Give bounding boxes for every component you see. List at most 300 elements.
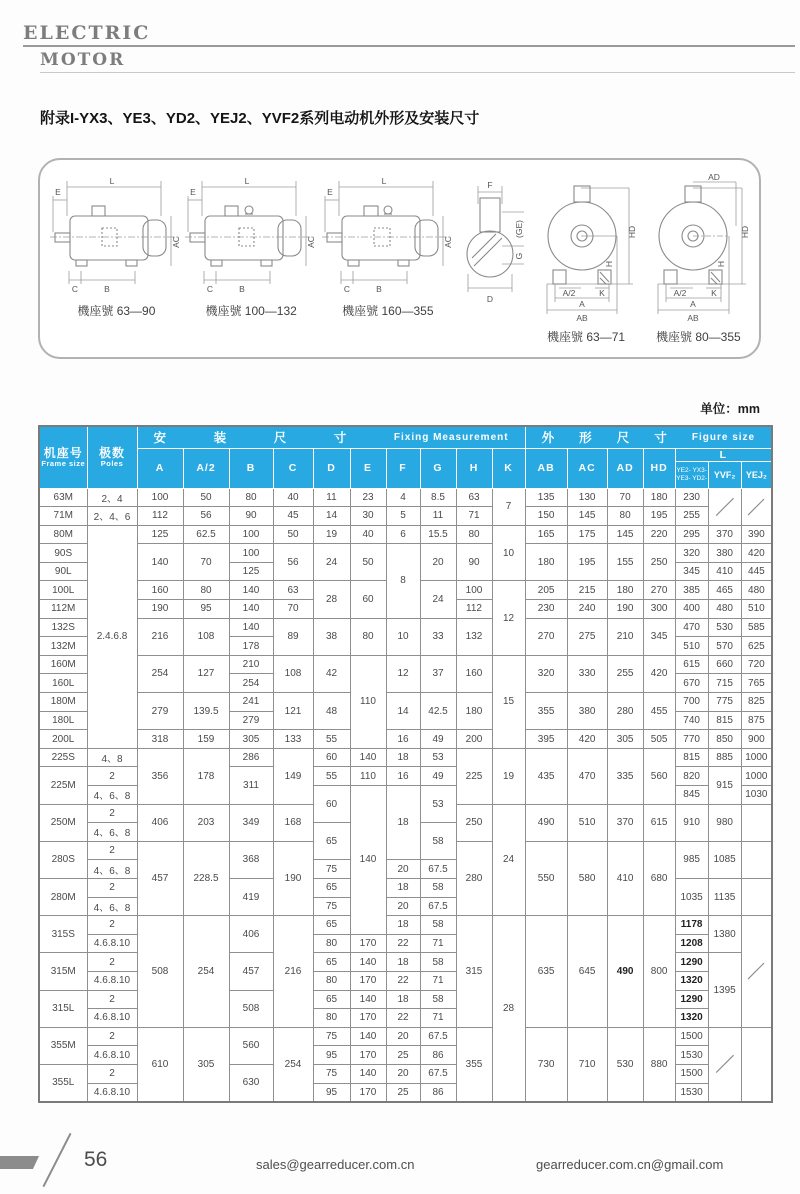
dimension-spec-table [38,425,773,1103]
header-poles-cn: 极数 [98,445,125,460]
spec-cell: 100 [229,525,273,544]
spec-cell: 1208 [675,934,708,953]
spec-cell: 18 [386,878,420,897]
spec-row [39,618,772,637]
spec-cell: 254 [137,655,183,692]
spec-cell: 457 [229,953,273,990]
spec-cell: 40 [350,525,386,544]
header-col-A: A [137,448,183,488]
spec-cell [741,488,772,525]
spec-cell: 230 [525,600,567,619]
spec-table-header [39,426,772,488]
spec-cell: 355L [39,1064,87,1101]
spec-cell: 65 [313,916,350,935]
spec-cell: 406 [137,804,183,841]
header-frame-cn: 机座号 [43,445,83,460]
spec-cell: 20 [386,897,420,916]
footer-logo-slash [42,1133,71,1187]
header-col-D: D [313,448,350,488]
spec-cell: 335 [607,748,643,804]
spec-cell: 715 [708,674,741,693]
spec-cell: 2 [87,804,137,823]
spec-cell: 25 [386,1083,420,1102]
spec-cell: 455 [643,693,675,730]
spec-row [39,1027,772,1046]
spec-cell: 75 [313,1064,350,1083]
svg-text:E: E [190,187,196,197]
spec-cell: 40 [273,488,313,507]
spec-cell: 345 [675,562,708,581]
svg-text:AB: AB [687,313,700,323]
spec-cell: 70 [183,544,229,581]
spec-cell: 80 [183,581,229,600]
svg-text:(GE): (GE) [514,220,525,238]
spec-row [39,525,772,544]
spec-cell: 50 [350,544,386,581]
spec-cell: 7 [492,488,525,525]
spec-cell: 395 [525,730,567,749]
spec-cell: 615 [675,655,708,674]
spec-cell [708,488,741,525]
spec-cell: 875 [741,711,772,730]
spec-cell: 195 [643,507,675,526]
header-figure-group: 外 形 尺 寸 Figure size [525,426,772,448]
spec-cell: 305 [229,730,273,749]
spec-cell: 230 [675,488,708,507]
brand-rule-bottom [40,72,795,73]
spec-cell: 15 [492,655,525,748]
svg-text:F: F [487,180,493,190]
svg-text:A: A [690,299,697,309]
spec-cell [741,841,772,878]
spec-cell: 65 [313,953,350,972]
header-poles-en: Poles [100,458,124,468]
spec-cell: 1395 [708,953,741,1027]
spec-cell: 610 [137,1027,183,1101]
header-frame-en: Frame size [41,458,86,468]
spec-cell: 4、8 [87,748,137,767]
spec-cell: 12 [386,655,420,692]
header-col-E: E [350,448,386,488]
spec-cell: 95 [183,600,229,619]
spec-cell [741,878,772,915]
spec-cell: 815 [675,748,708,767]
spec-cell: 4.6.8.10 [87,1009,137,1028]
spec-cell: 70 [273,600,313,619]
spec-cell: 71 [420,971,456,990]
spec-cell: 80 [313,1009,350,1028]
spec-row [39,748,772,767]
spec-cell: 112 [456,600,492,619]
spec-cell: 10 [386,618,420,655]
figure-side-view-63-90 [50,174,183,319]
spec-cell: 165 [525,525,567,544]
header-col-F: F [386,448,420,488]
spec-cell: 86 [420,1046,456,1065]
spec-cell: 28 [492,916,525,1102]
spec-cell: 845 [675,786,708,805]
motor-side-view-icon [322,174,454,296]
spec-cell: 86 [420,1083,456,1102]
spec-cell: 49 [420,767,456,786]
spec-cell: 180 [525,544,567,581]
svg-text:AC: AC [306,236,317,248]
spec-cell: 53 [420,786,456,823]
dimension-diagram-box [38,158,761,359]
spec-cell: 775 [708,693,741,712]
spec-cell: 490 [525,804,567,841]
spec-cell: 410 [607,841,643,915]
spec-cell: 635 [525,916,567,1028]
spec-cell: 50 [183,488,229,507]
spec-cell: 1320 [675,1009,708,1028]
spec-row [39,916,772,935]
header-poles [87,426,137,488]
footer-email-gmail: gearreducer.com.cn@gmail.com [536,1157,724,1172]
svg-text:C: C [72,284,79,294]
spec-cell: 2 [87,916,137,935]
motor-front-view-icon [531,174,641,326]
spec-cell: 67.5 [420,1027,456,1046]
header-col-L-yvf2: YVF₂ [708,461,741,488]
figure-side-view-100-132 [183,174,320,319]
spec-cell: 71 [456,507,492,526]
spec-cell: 145 [607,525,643,544]
spec-cell: 160 [456,655,492,692]
spec-cell: 110 [350,767,386,786]
svg-text:H: H [604,260,615,268]
spec-cell: 24 [420,581,456,618]
header-col-AB: AB [525,448,567,488]
figure-caption: 機座號 160—355 [342,304,434,318]
spec-cell: 112M [39,600,87,619]
figure-front-view-80-355 [642,174,755,345]
spec-cell: 42 [313,655,350,692]
spec-cell: 4、6、8 [87,860,137,879]
spec-cell: 280 [456,841,492,915]
spec-cell: 18 [386,748,420,767]
spec-cell: 349 [229,804,273,841]
spec-cell: 1085 [708,841,741,878]
spec-cell: 20 [386,860,420,879]
spec-cell: 190 [137,600,183,619]
spec-cell: 210 [229,655,273,674]
spec-cell: 195 [567,544,607,581]
spec-cell: 56 [273,544,313,581]
spec-cell: 155 [607,544,643,581]
spec-cell: 815 [708,711,741,730]
figure-side-view-160-355 [320,174,457,319]
spec-cell: 80 [350,618,386,655]
motor-side-view-icon [185,174,317,296]
spec-cell: 730 [525,1027,567,1101]
spec-cell: 65 [313,823,350,860]
spec-cell: 140 [350,953,386,972]
spec-cell: 12 [492,581,525,655]
spec-cell: 1380 [708,916,741,953]
svg-text:AB: AB [576,313,588,323]
spec-cell: 140 [350,990,386,1009]
spec-cell: 110 [350,655,386,748]
spec-cell: 465 [708,581,741,600]
spec-cell: 625 [741,637,772,656]
spec-cell: 58 [420,878,456,897]
spec-cell: 1320 [675,971,708,990]
spec-row [39,507,772,526]
spec-cell: 2、4、6 [87,507,137,526]
spec-cell: 286 [229,748,273,767]
spec-cell: 4.6.8.10 [87,971,137,990]
spec-cell: 225M [39,767,87,804]
spec-cell: 910 [675,804,708,841]
spec-cell: 311 [229,767,273,804]
not-applicable-slash-icon [714,1053,736,1075]
spec-cell: 10 [492,525,525,581]
spec-cell: 71 [420,934,456,953]
svg-text:HD: HD [627,225,638,239]
spec-cell: 80 [313,971,350,990]
spec-cell: 5 [386,507,420,526]
spec-cell: 90 [456,544,492,581]
spec-cell: 457 [137,841,183,915]
spec-cell: 915 [708,767,741,804]
spec-cell: 406 [229,916,273,953]
spec-cell: 4、6、8 [87,823,137,842]
svg-text:D: D [487,294,494,304]
spec-cell: 140 [137,544,183,581]
figure-caption: 機座號 63—71 [547,330,626,344]
spec-cell: 80 [456,525,492,544]
spec-cell: 275 [567,618,607,655]
spec-cell: 140 [350,786,386,935]
spec-cell: 380 [708,544,741,563]
svg-text:L: L [110,176,115,186]
spec-cell: 435 [525,748,567,804]
spec-cell: 90L [39,562,87,581]
spec-cell: 4.6.8.10 [87,1046,137,1065]
svg-text:A/2: A/2 [562,288,576,298]
spec-cell: 178 [229,637,273,656]
spec-cell: 720 [741,655,772,674]
spec-cell: 24 [313,544,350,581]
spec-cell: 127 [183,655,229,692]
spec-cell: 95 [313,1046,350,1065]
spec-cell: 100L [39,581,87,600]
header-col-C: C [273,448,313,488]
spec-cell: 420 [643,655,675,692]
spec-cell: 356 [137,748,183,804]
spec-cell: 510 [567,804,607,841]
spec-cell: 55 [313,730,350,749]
spec-cell: 670 [675,674,708,693]
spec-cell: 740 [675,711,708,730]
spec-cell: 178 [183,748,229,804]
spec-cell: 95 [313,1083,350,1102]
spec-cell: 71M [39,507,87,526]
spec-cell: 37 [420,655,456,692]
brand-rule-top [23,45,795,47]
spec-cell [741,916,772,1028]
spec-cell: 63 [456,488,492,507]
spec-cell: 14 [313,507,350,526]
spec-cell: 241 [229,693,273,712]
spec-cell: 16 [386,767,420,786]
spec-cell: 2 [87,990,137,1009]
spec-cell: 170 [350,934,386,953]
header-col-A2: A/2 [183,448,229,488]
spec-cell: 1500 [675,1027,708,1046]
not-applicable-slash-icon [746,961,766,981]
spec-cell: 2 [87,953,137,972]
spec-cell: 825 [741,693,772,712]
spec-cell: 168 [273,804,313,841]
spec-cell: 280M [39,878,87,915]
spec-cell: 49 [420,730,456,749]
spec-cell: 149 [273,748,313,804]
spec-cell: 170 [350,1083,386,1102]
spec-cell: 22 [386,971,420,990]
spec-cell: 530 [708,618,741,637]
spec-cell: 170 [350,971,386,990]
spec-cell: 2、4 [87,488,137,507]
spec-cell: 20 [386,1064,420,1083]
spec-cell: 280 [607,693,643,730]
spec-row [39,488,772,507]
spec-cell: 8 [386,544,420,618]
spec-cell: 220 [643,525,675,544]
spec-cell: 2 [87,841,137,860]
spec-cell: 315L [39,990,87,1027]
spec-cell: 279 [137,693,183,730]
spec-cell: 210 [607,618,643,655]
spec-cell: 530 [607,1027,643,1101]
not-applicable-slash-icon [746,497,766,517]
spec-cell: 11 [313,488,350,507]
spec-cell: 15.5 [420,525,456,544]
spec-cell: 80 [313,934,350,953]
spec-cell: 660 [708,655,741,674]
spec-cell: 140 [350,748,386,767]
spec-cell: 132S [39,618,87,637]
page-title: 附录I-YX3、YE3、YD2、YEJ2、YVF2系列电动机外形及安装尺寸 [40,110,480,127]
spec-cell: 14 [386,693,420,730]
spec-cell: 315 [456,916,492,1028]
spec-cell: 355 [456,1027,492,1101]
spec-cell: 18 [386,786,420,860]
spec-cell: 320 [525,655,567,692]
spec-cell: 65 [313,990,350,1009]
spec-cell: 160M [39,655,87,674]
spec-cell: 50 [273,525,313,544]
svg-text:AC: AC [171,236,182,248]
spec-cell: 140 [229,600,273,619]
spec-cell: 270 [643,581,675,600]
spec-cell: 570 [708,637,741,656]
spec-cell: 295 [675,525,708,544]
spec-cell: 280S [39,841,87,878]
spec-cell: 380 [567,693,607,730]
spec-cell: 63 [273,581,313,600]
spec-cell: 800 [643,916,675,1028]
spec-cell: 255 [675,507,708,526]
spec-cell: 33 [420,618,456,655]
header-col-K: K [492,448,525,488]
spec-cell: 100 [456,581,492,600]
spec-cell: 75 [313,897,350,916]
brand-motor: MOTOR [40,50,126,70]
spec-cell: 1290 [675,953,708,972]
svg-text:L: L [244,176,250,186]
spec-cell: 980 [708,804,741,841]
spec-cell: 505 [643,730,675,749]
spec-row [39,693,772,712]
spec-cell: 8.5 [420,488,456,507]
spec-row [39,544,772,563]
spec-cell: 24 [492,804,525,916]
spec-cell: 279 [229,711,273,730]
spec-cell: 58 [420,953,456,972]
spec-cell: 254 [273,1027,313,1101]
spec-cell: 205 [525,581,567,600]
spec-cell: 550 [525,841,567,915]
spec-cell: 254 [183,916,229,1028]
header-col-L: L [675,448,772,461]
spec-cell: 45 [273,507,313,526]
spec-cell: 58 [420,823,456,860]
spec-cell: 20 [386,1027,420,1046]
spec-cell: 80 [607,507,643,526]
spec-cell: 510 [675,637,708,656]
spec-cell: 330 [567,655,607,692]
header-col-G: G [420,448,456,488]
spec-cell: 132M [39,637,87,656]
spec-cell: 445 [741,562,772,581]
spec-cell: 4 [386,488,420,507]
spec-cell: 370 [607,804,643,841]
spec-cell: 585 [741,618,772,637]
spec-cell: 480 [708,600,741,619]
spec-cell: 254 [229,674,273,693]
spec-cell: 135 [525,488,567,507]
spec-cell: 170 [350,1046,386,1065]
spec-cell: 255 [607,655,643,692]
header-col-L-yej2: YEJ₂ [741,461,772,488]
spec-cell: 145 [567,507,607,526]
spec-cell: 510 [741,600,772,619]
motor-front-view-icon [642,174,754,326]
spec-cell: 139.5 [183,693,229,730]
spec-cell: 200L [39,730,87,749]
spec-cell: 420 [567,730,607,749]
spec-cell: 710 [567,1027,607,1101]
spec-cell: 25 [386,1046,420,1065]
spec-cell: 370 [708,525,741,544]
spec-cell: 190 [273,841,313,915]
spec-cell: 65 [313,878,350,897]
spec-cell: 75 [313,1027,350,1046]
spec-cell: 42.5 [420,693,456,730]
figure-shaft-detail [456,174,530,314]
header-col-L-series: YE2- YX3- YE3- YD2- [675,461,708,488]
spec-cell: 1530 [675,1046,708,1065]
spec-cell: 180 [456,693,492,730]
spec-cell: 160 [137,581,183,600]
spec-cell [741,1027,772,1101]
spec-cell: 63M [39,488,87,507]
spec-cell: 1000 [741,767,772,786]
spec-cell: 985 [675,841,708,878]
svg-text:E: E [327,187,333,197]
